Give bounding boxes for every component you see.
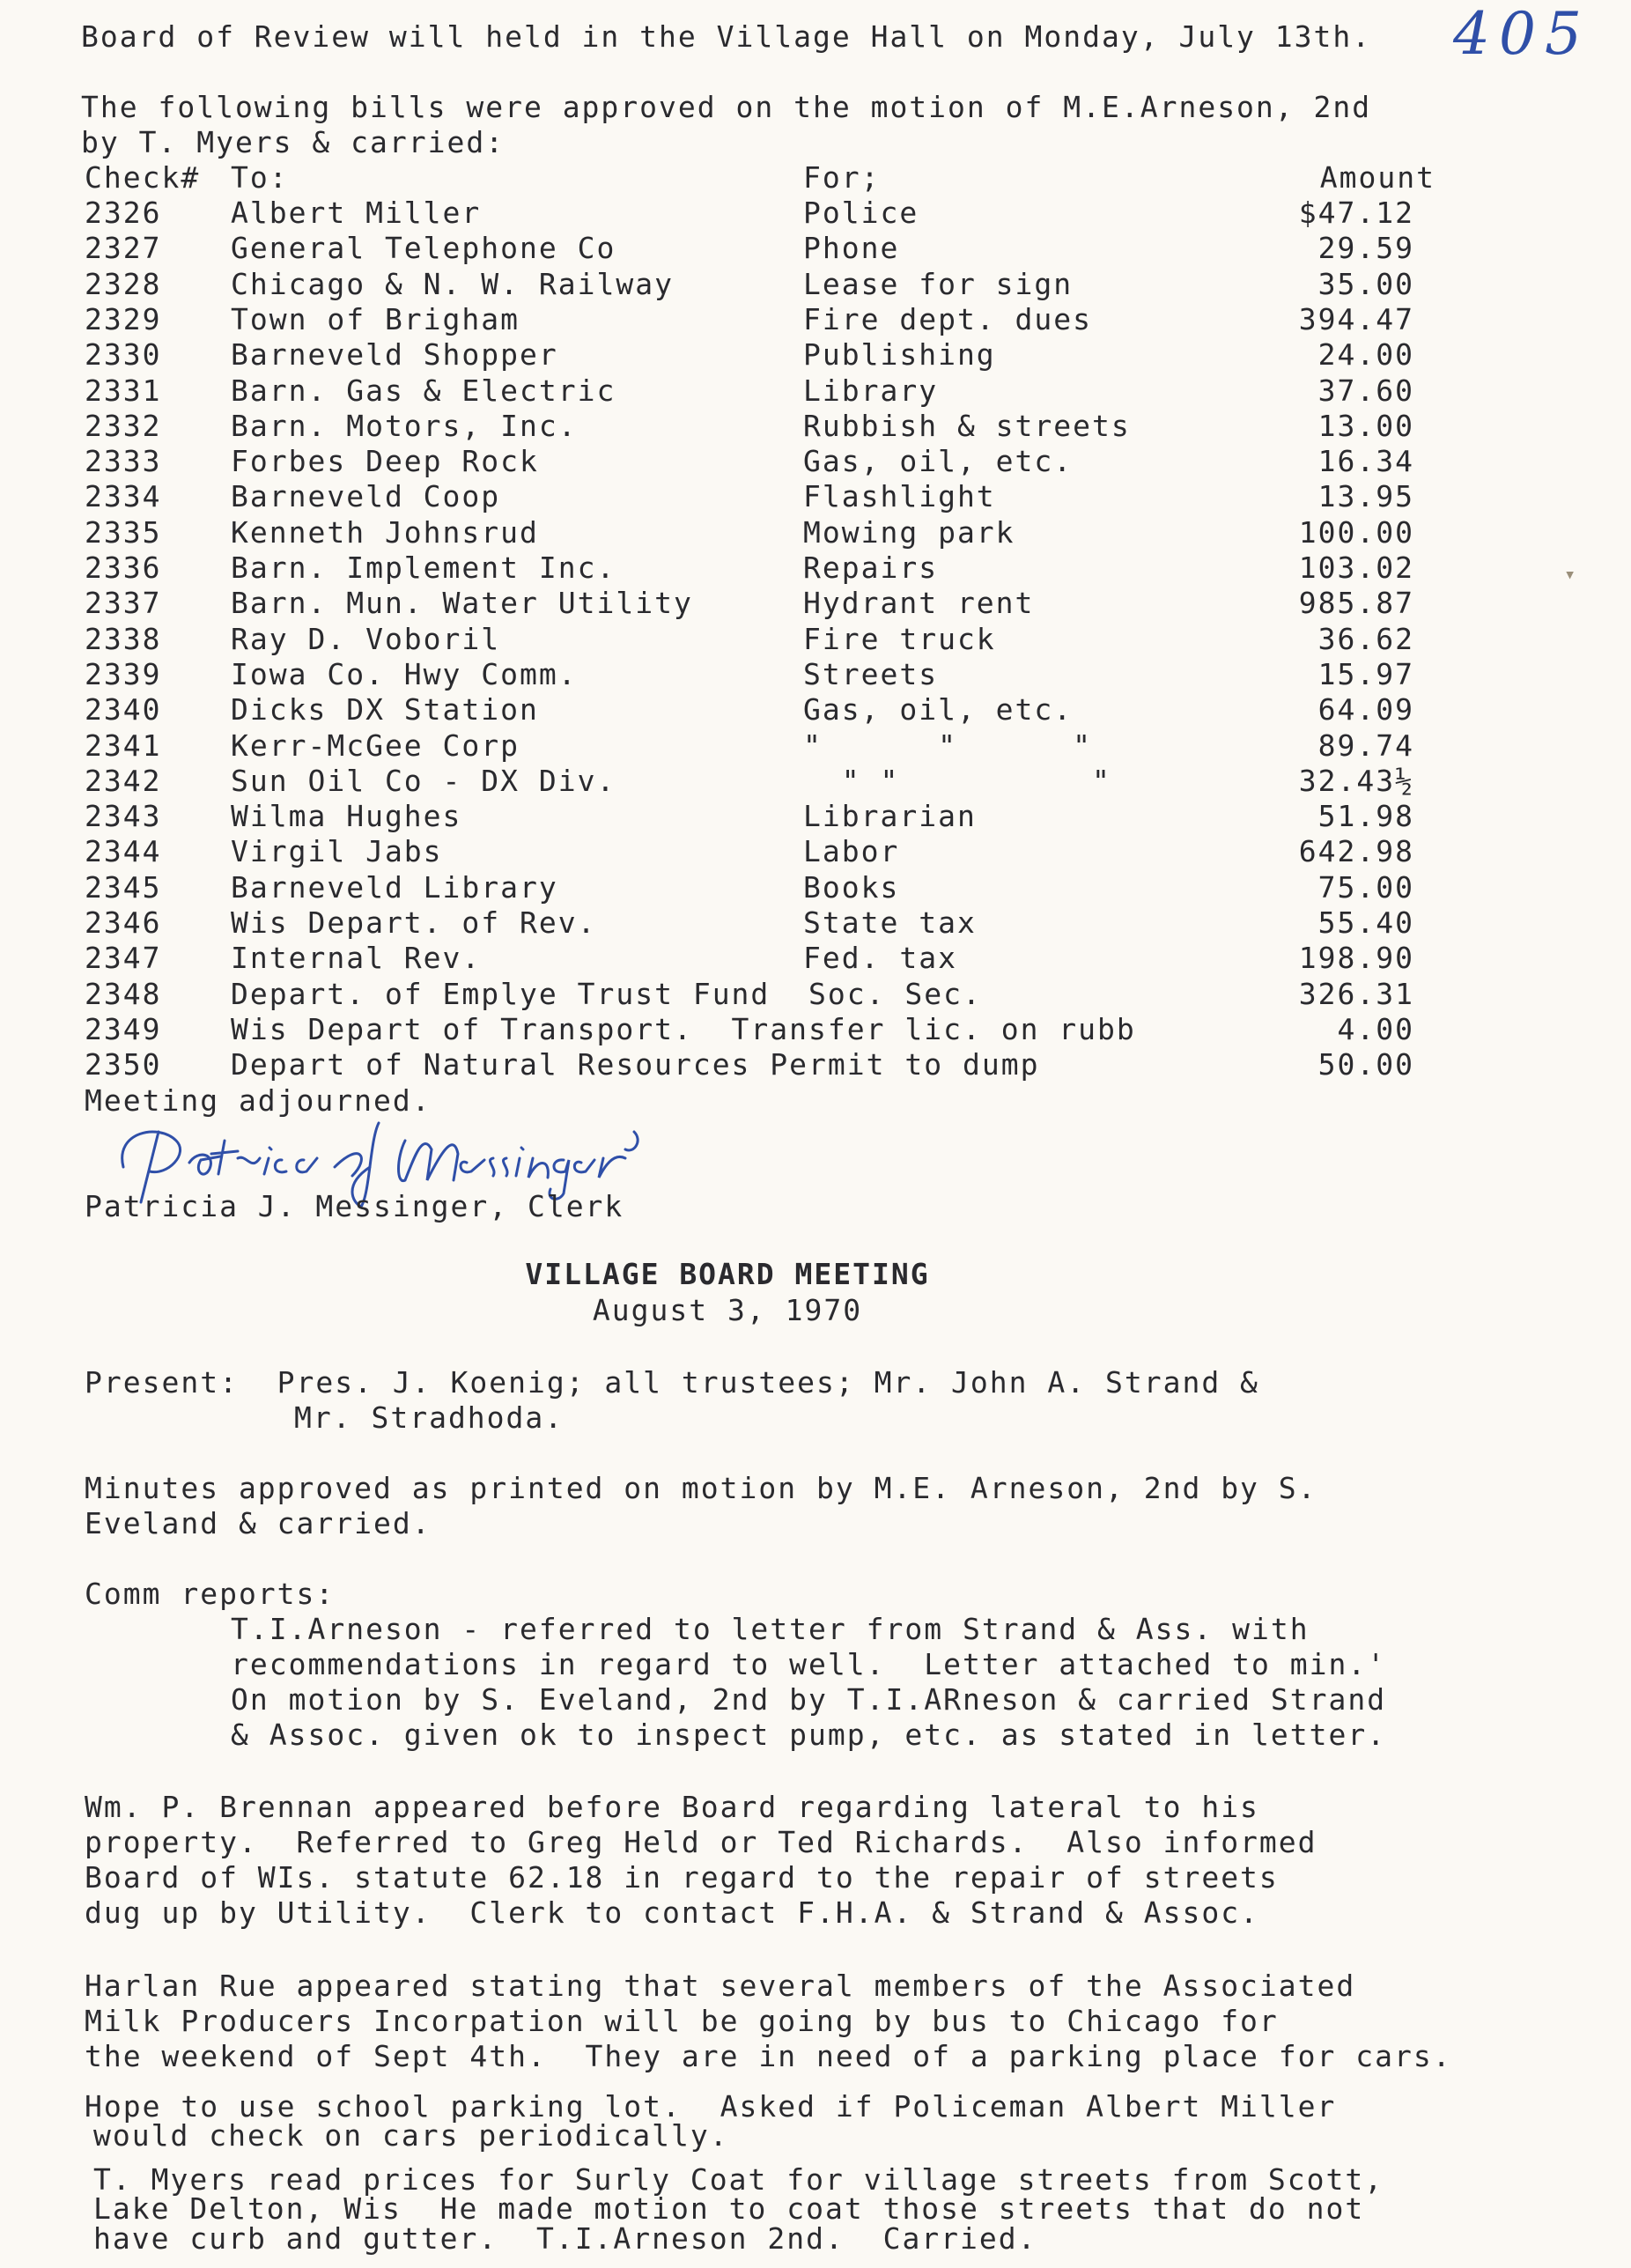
cell-amount: 103.02 bbox=[1298, 550, 1414, 585]
table-row bbox=[0, 1047, 1631, 1082]
rue-line-2: Milk Producers Incorpation will be going by bus to Chicago for bbox=[85, 2004, 1279, 2038]
cell-for: State tax bbox=[803, 905, 977, 940]
brennan-line-3: Board of WIs. statute 62.18 in regard to the repair of streets bbox=[85, 1860, 1279, 1895]
cell-check: 2329 bbox=[85, 301, 162, 336]
cell-for: Gas, oil, etc. bbox=[803, 444, 1074, 479]
cell-to: Ray D. Voboril bbox=[231, 621, 501, 656]
cell-for: Lease for sign bbox=[803, 266, 1074, 301]
comm-report-line-3: On motion by S. Eveland, 2nd by T.I.ARneson & carried Strand bbox=[231, 1682, 1387, 1717]
table-row bbox=[0, 977, 1631, 1012]
cell-to: Depart. of Emplye Trust Fund Soc. Sec. bbox=[231, 976, 982, 1011]
cell-amount: 29.59 bbox=[1317, 231, 1414, 266]
meeting-date: August 3, 1970 bbox=[592, 1293, 863, 1327]
cell-to: Forbes Deep Rock bbox=[231, 444, 539, 479]
table-row bbox=[0, 337, 1631, 373]
cell-check: 2344 bbox=[85, 834, 162, 869]
cell-check: 2327 bbox=[85, 231, 162, 266]
header-line: Board of Review will held in the Village Hall on Monday, July 13th. bbox=[81, 19, 1372, 54]
cell-for: " " " bbox=[803, 728, 1093, 763]
table-row bbox=[0, 302, 1631, 337]
cell-amount: 50.00 bbox=[1317, 1047, 1414, 1082]
brennan-line-2: property. Referred to Greg Held or Ted Richards. Also informed bbox=[85, 1825, 1317, 1859]
cell-check: 2333 bbox=[85, 444, 162, 479]
cell-to: Depart of Natural Resources Permit to dump bbox=[231, 1047, 1040, 1082]
table-row bbox=[0, 799, 1631, 834]
cell-to: Barn. Implement Inc. bbox=[231, 550, 616, 585]
school-line-2: would check on cars periodically. bbox=[93, 2118, 729, 2153]
cell-amount: 198.90 bbox=[1298, 941, 1414, 976]
table-row bbox=[0, 728, 1631, 764]
myers-line-3: have curb and gutter. T.I.Arneson 2nd. Carried. bbox=[93, 2221, 1037, 2256]
cell-check: 2336 bbox=[85, 550, 162, 585]
cell-for: Labor bbox=[803, 834, 900, 869]
cell-amount: 15.97 bbox=[1317, 656, 1414, 691]
cell-to: Barneveld Shopper bbox=[231, 337, 558, 373]
cell-to: Barneveld Coop bbox=[231, 479, 501, 514]
cell-check: 2346 bbox=[85, 905, 162, 940]
cell-amount: 51.98 bbox=[1317, 799, 1414, 834]
cell-amount: 13.00 bbox=[1317, 408, 1414, 443]
cell-amount: 642.98 bbox=[1298, 834, 1414, 869]
table-row bbox=[0, 515, 1631, 550]
myers-line-2: Lake Delton, Wis He made motion to coat those streets that do not bbox=[93, 2191, 1365, 2226]
cell-for: Phone bbox=[803, 231, 900, 266]
table-row bbox=[0, 231, 1631, 266]
cell-check: 2339 bbox=[85, 656, 162, 691]
cell-amount: 64.09 bbox=[1317, 692, 1414, 728]
cell-for: Repairs bbox=[803, 550, 939, 585]
meeting-title: VILLAGE BOARD MEETING bbox=[525, 1257, 930, 1291]
rue-line-1: Harlan Rue appeared stating that several members of the Associated bbox=[85, 1969, 1356, 2003]
cell-for: Publishing bbox=[803, 337, 996, 373]
cell-for: Fire truck bbox=[803, 621, 996, 656]
header-to: To: bbox=[231, 160, 289, 195]
cell-check: 2335 bbox=[85, 514, 162, 550]
cell-check: 2331 bbox=[85, 373, 162, 408]
cell-check: 2348 bbox=[85, 976, 162, 1011]
cell-for: Library bbox=[803, 373, 939, 408]
cell-check: 2332 bbox=[85, 408, 162, 443]
table-row bbox=[0, 479, 1631, 514]
cell-check: 2349 bbox=[85, 1011, 162, 1046]
table-row bbox=[0, 692, 1631, 728]
minutes-line-1: Minutes approved as printed on motion by M.E. Arneson, 2nd by S. bbox=[85, 1471, 1317, 1505]
cell-amount: 35.00 bbox=[1317, 266, 1414, 301]
cell-check: 2342 bbox=[85, 763, 162, 798]
cell-amount: 394.47 bbox=[1298, 301, 1414, 336]
table-row bbox=[0, 586, 1631, 621]
cell-to: Barn. Mun. Water Utility bbox=[231, 586, 693, 621]
table-row bbox=[0, 657, 1631, 692]
approval-line-1: The following bills were approved on the motion of M.E.Arneson, 2nd bbox=[81, 90, 1372, 124]
table-row bbox=[0, 196, 1631, 231]
cell-amount: 55.40 bbox=[1317, 905, 1414, 940]
comm-report-line-2: recommendations in regard to well. Letter attached to min.' bbox=[231, 1647, 1387, 1681]
cell-check: 2330 bbox=[85, 337, 162, 373]
cell-check: 2350 bbox=[85, 1047, 162, 1082]
cell-amount: 32.43½ bbox=[1298, 763, 1414, 798]
cell-check: 2341 bbox=[85, 728, 162, 763]
cell-for: Fed. tax bbox=[803, 941, 957, 976]
cell-check: 2338 bbox=[85, 621, 162, 656]
cell-for: Gas, oil, etc. bbox=[803, 692, 1074, 728]
cell-to: General Telephone Co bbox=[231, 231, 616, 266]
table-row bbox=[0, 550, 1631, 586]
comm-report-line-4: & Assoc. given ok to inspect pump, etc. as stated in letter. bbox=[231, 1718, 1387, 1752]
cell-for: Streets bbox=[803, 656, 939, 691]
myers-line-1: T. Myers read prices for Surly Coat for village streets from Scott, bbox=[93, 2162, 1384, 2197]
cell-for: Mowing park bbox=[803, 514, 1015, 550]
cell-check: 2347 bbox=[85, 941, 162, 976]
cell-to: Barn. Gas & Electric bbox=[231, 373, 616, 408]
rue-line-3: the weekend of Sept 4th. They are in need of a parking place for cars. bbox=[85, 2039, 1452, 2073]
school-line-1: Hope to use school parking lot. Asked if Policeman Albert Miller bbox=[85, 2089, 1337, 2124]
cell-amount: 37.60 bbox=[1317, 373, 1414, 408]
table-row bbox=[0, 870, 1631, 905]
header-for: For; bbox=[803, 160, 881, 195]
cell-check: 2343 bbox=[85, 799, 162, 834]
bills-table-header bbox=[0, 160, 1631, 196]
brennan-line-1: Wm. P. Brennan appeared before Board regarding lateral to his bbox=[85, 1790, 1259, 1824]
cell-check: 2326 bbox=[85, 196, 162, 230]
table-row bbox=[0, 409, 1631, 444]
cell-amount: 16.34 bbox=[1317, 444, 1414, 479]
cell-to: Wis Depart. of Rev. bbox=[231, 905, 597, 940]
cell-to: Albert Miller bbox=[231, 196, 482, 230]
table-row bbox=[0, 941, 1631, 976]
cell-check: 2345 bbox=[85, 869, 162, 905]
comm-reports-heading: Comm reports: bbox=[85, 1577, 336, 1611]
brennan-line-4: dug up by Utility. Clerk to contact F.H.A. & Strand & Assoc. bbox=[85, 1895, 1259, 1930]
handwritten-page-number: 405 bbox=[1453, 0, 1590, 68]
cell-amount: $47.12 bbox=[1298, 196, 1414, 230]
table-row bbox=[0, 764, 1631, 799]
cell-to: Wilma Hughes bbox=[231, 799, 462, 834]
cell-to: Chicago & N. W. Railway bbox=[231, 266, 674, 301]
clerk-line: Patricia J. Messinger, Clerk bbox=[85, 1189, 624, 1223]
table-row bbox=[0, 1012, 1631, 1047]
cell-for: " " " bbox=[803, 763, 1111, 798]
cell-to: Sun Oil Co - DX Div. bbox=[231, 763, 616, 798]
table-row bbox=[0, 267, 1631, 302]
cell-to: Kenneth Johnsrud bbox=[231, 514, 539, 550]
cell-amount: 36.62 bbox=[1317, 621, 1414, 656]
cell-amount: 75.00 bbox=[1317, 869, 1414, 905]
cell-amount: 13.95 bbox=[1317, 479, 1414, 514]
cell-for: Books bbox=[803, 869, 900, 905]
table-row bbox=[0, 444, 1631, 479]
cell-amount: 100.00 bbox=[1298, 514, 1414, 550]
present-line-2: Mr. Stradhoda. bbox=[294, 1400, 565, 1435]
header-amount: Amount bbox=[1319, 160, 1435, 195]
table-row bbox=[0, 905, 1631, 941]
cell-to: Barn. Motors, Inc. bbox=[231, 408, 578, 443]
cell-to: Barneveld Library bbox=[231, 869, 558, 905]
cell-to: Iowa Co. Hwy Comm. bbox=[231, 656, 578, 691]
cell-amount: 89.74 bbox=[1317, 728, 1414, 763]
cell-to: Kerr-McGee Corp bbox=[231, 728, 520, 763]
cell-check: 2328 bbox=[85, 266, 162, 301]
cell-for: Librarian bbox=[803, 799, 977, 834]
adjourned-line: Meeting adjourned. bbox=[85, 1083, 432, 1118]
cell-amount: 985.87 bbox=[1298, 586, 1414, 621]
table-row bbox=[0, 373, 1631, 409]
table-row bbox=[0, 834, 1631, 869]
margin-mark: ▾ bbox=[1564, 564, 1576, 586]
cell-to: Virgil Jabs bbox=[231, 834, 443, 869]
minutes-line-2: Eveland & carried. bbox=[85, 1506, 432, 1540]
comm-report-line-1: T.I.Arneson - referred to letter from Strand & Ass. with bbox=[231, 1612, 1310, 1646]
cell-to: Dicks DX Station bbox=[231, 692, 539, 728]
cell-to: Internal Rev. bbox=[231, 941, 482, 976]
cell-for: Hydrant rent bbox=[803, 586, 1035, 621]
cell-for: Fire dept. dues bbox=[803, 301, 1093, 336]
cell-check: 2337 bbox=[85, 586, 162, 621]
cell-check: 2340 bbox=[85, 692, 162, 728]
cell-amount: 24.00 bbox=[1317, 337, 1414, 373]
cell-amount: 326.31 bbox=[1298, 976, 1414, 1011]
table-row bbox=[0, 622, 1631, 657]
present-line-1: Present: Pres. J. Koenig; all trustees; Mr. John A. Strand & bbox=[85, 1365, 1259, 1400]
cell-amount: 4.00 bbox=[1337, 1011, 1414, 1046]
cell-for: Rubbish & streets bbox=[803, 408, 1131, 443]
cell-check: 2334 bbox=[85, 479, 162, 514]
signature-text bbox=[106, 1105, 107, 1106]
approval-line-2: by T. Myers & carried: bbox=[81, 125, 506, 159]
cell-to: Town of Brigham bbox=[231, 301, 520, 336]
cell-to: Wis Depart of Transport. Transfer lic. on rubb bbox=[231, 1011, 1136, 1046]
header-check: Check# bbox=[85, 160, 201, 195]
cell-for: Police bbox=[803, 196, 919, 230]
cell-for: Flashlight bbox=[803, 479, 996, 514]
